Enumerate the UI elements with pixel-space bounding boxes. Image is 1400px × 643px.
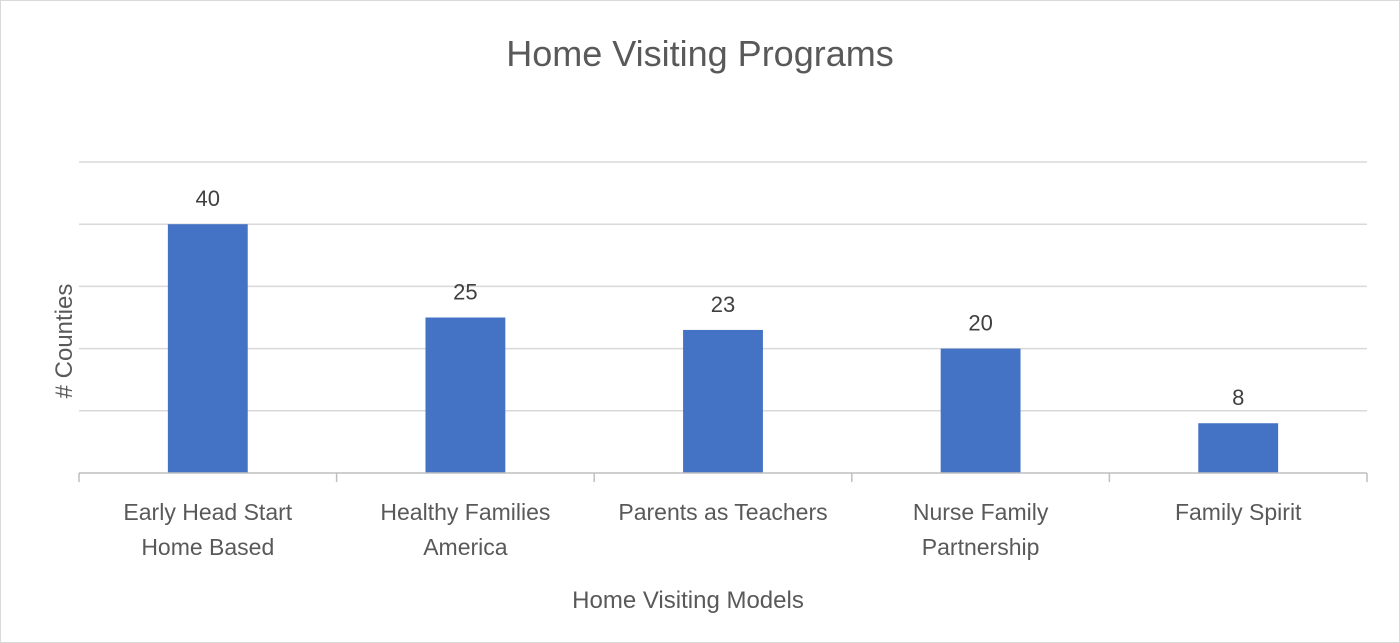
x-tick-label-line: Healthy Families (380, 499, 551, 525)
data-label: 8 (1232, 385, 1245, 411)
data-label: 25 (453, 279, 478, 305)
x-tick-label (1175, 499, 1302, 525)
x-tick-label (380, 499, 550, 560)
x-tick-label (913, 499, 1049, 560)
data-label: 23 (710, 291, 736, 317)
x-tick-label-line: America (423, 534, 508, 560)
x-tick-label-line: Home Based (141, 534, 275, 560)
x-tick-label-line: Nurse Family (912, 499, 1049, 525)
x-axis-title: Home Visiting Models (572, 587, 804, 614)
x-tick-labels (123, 499, 1302, 560)
bar (168, 224, 248, 473)
x-tick-label (123, 499, 292, 560)
x-tick-label (618, 499, 827, 525)
bar (941, 349, 1021, 473)
chart-title: Home Visiting Programs (506, 33, 894, 74)
x-tick-label-line: Early Head Start (123, 499, 293, 525)
bar (1198, 423, 1278, 473)
x-tick-label-line: Parents as Teachers (618, 499, 828, 525)
x-tick-label-line: Family Spirit (1174, 499, 1302, 525)
x-tick-label-line: Partnership (921, 534, 1040, 560)
x-axis (79, 473, 1367, 482)
data-label: 40 (195, 186, 221, 212)
bar (425, 318, 505, 474)
y-axis-title: # Counties (51, 283, 78, 399)
bar (683, 330, 763, 473)
data-label: 20 (968, 310, 993, 336)
